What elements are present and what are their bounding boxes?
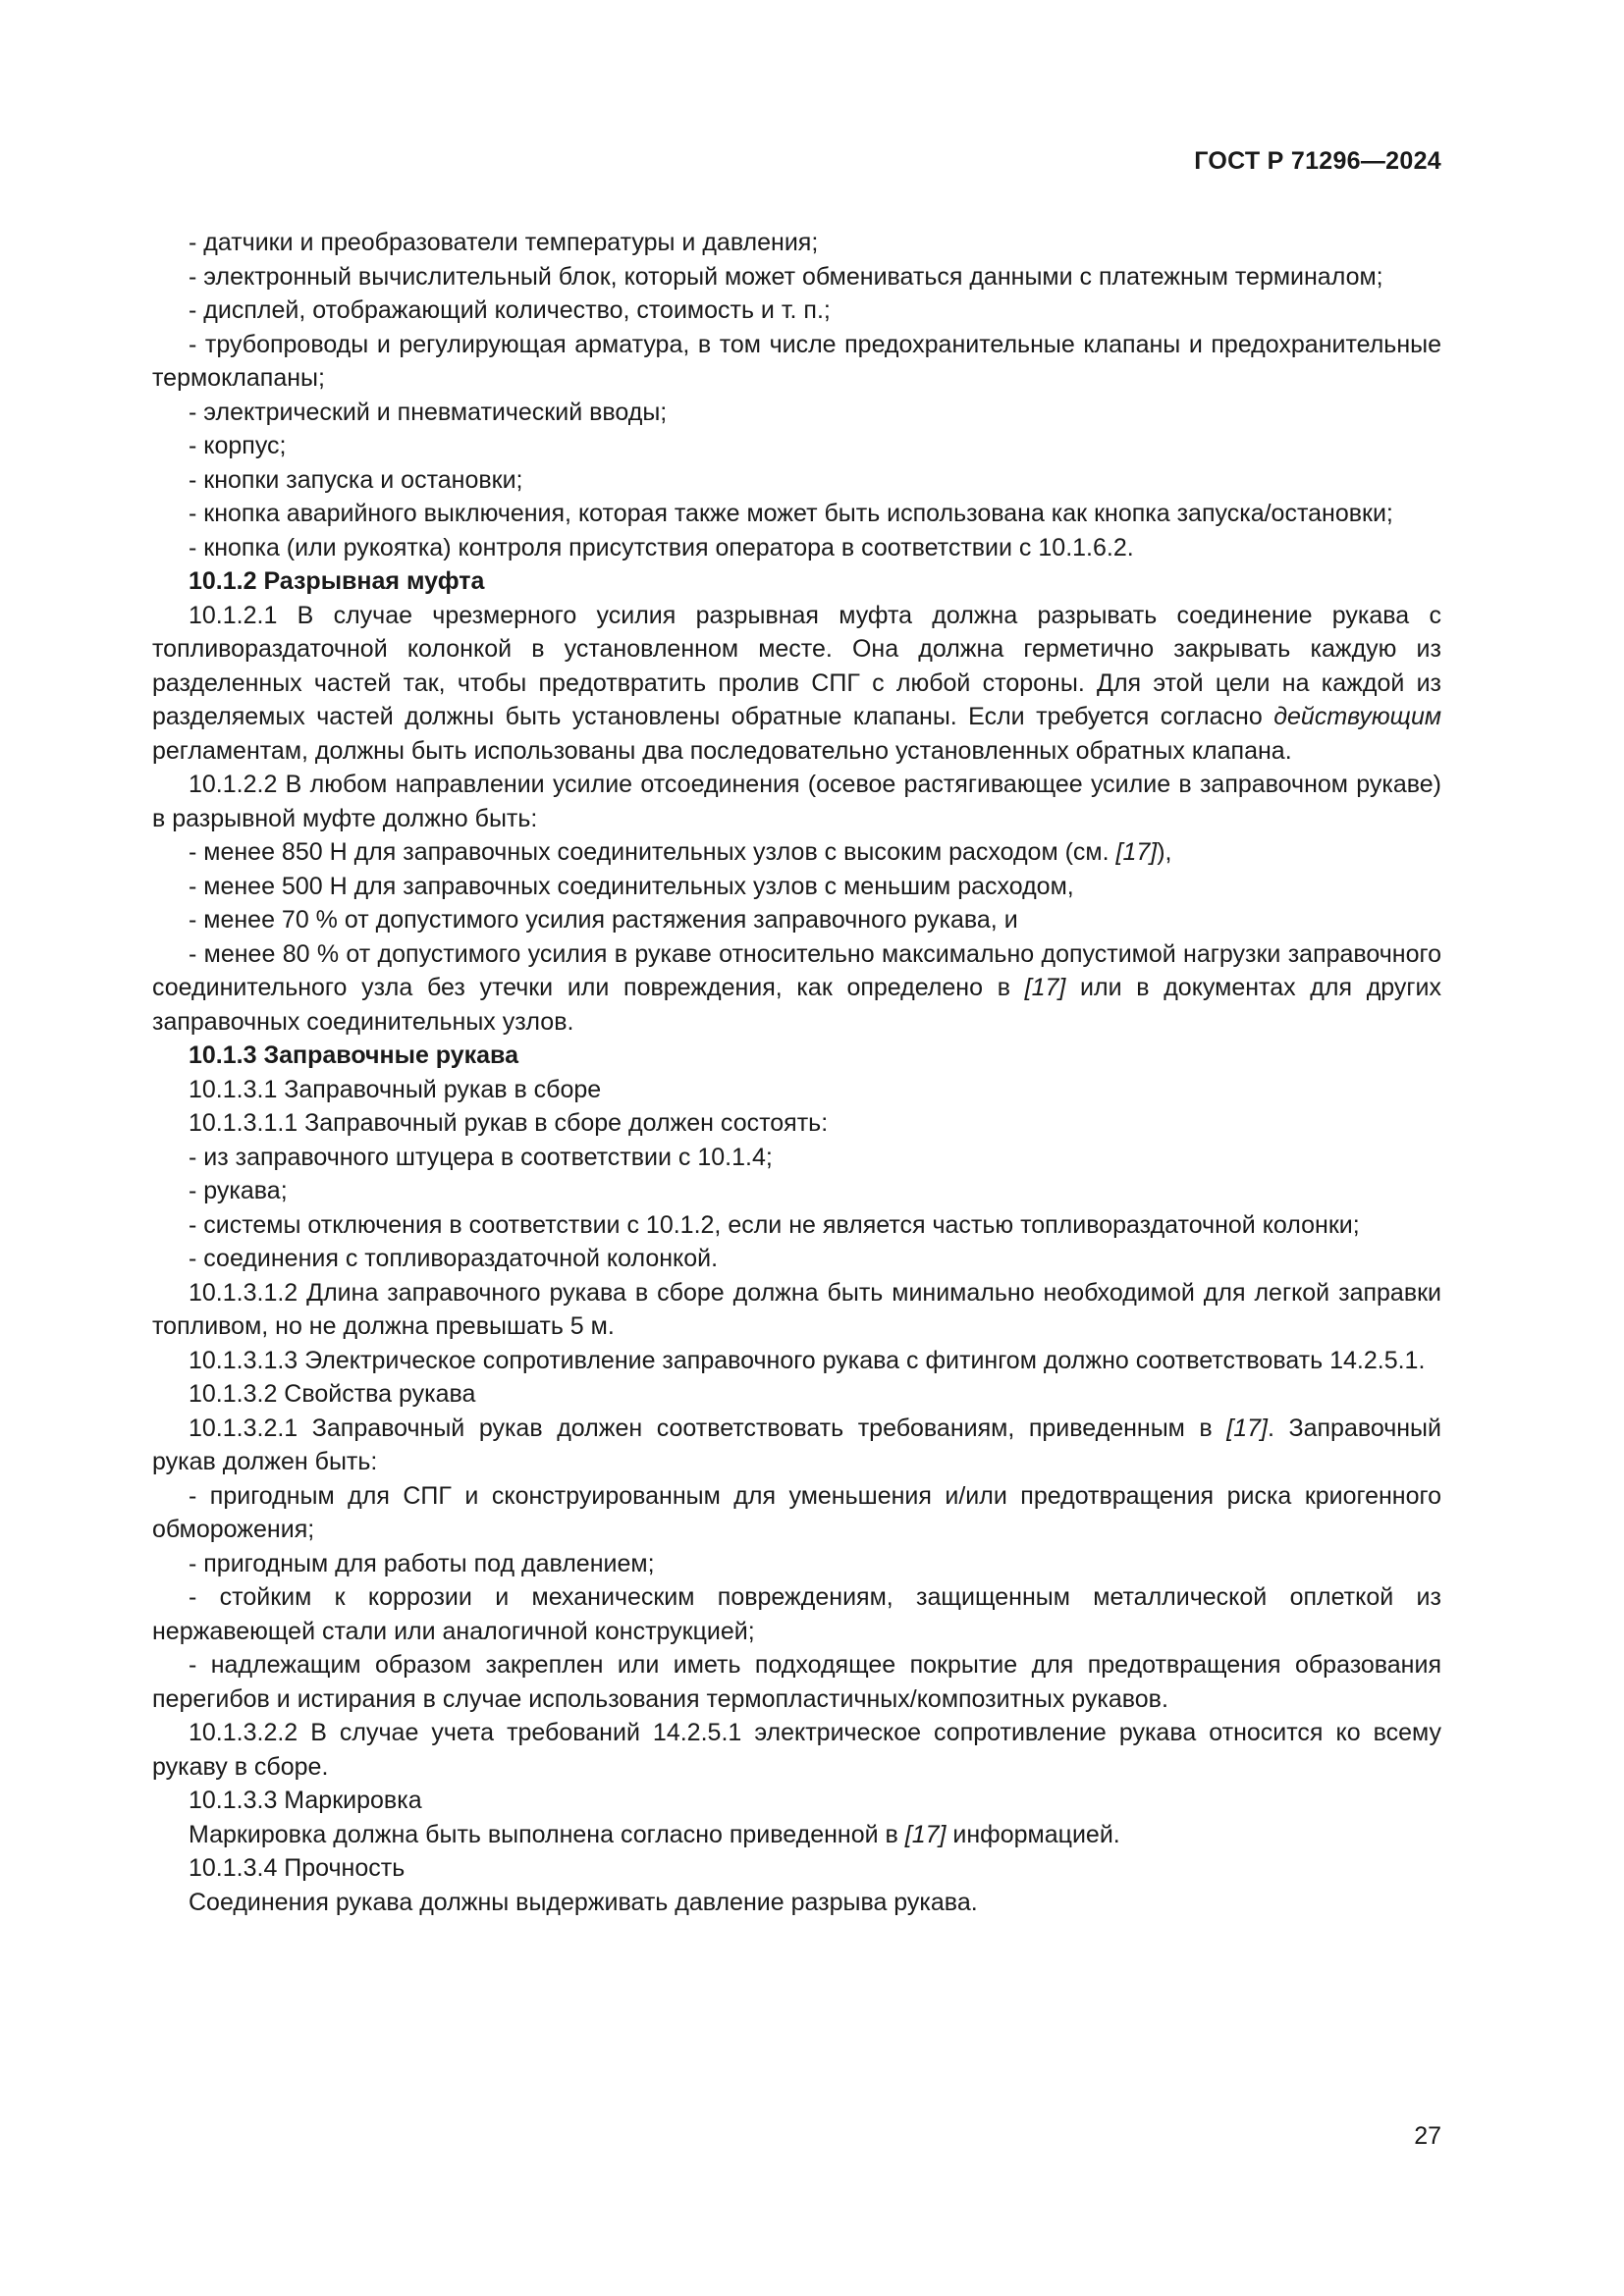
paragraph: [152, 1412, 1441, 1479]
list-item: - трубопроводы и регулирующая арматура, в том числе предохранительные клапаны и предохранительные термоклапаны;: [152, 330, 1441, 392]
list-item: - рукава;: [189, 1177, 288, 1204]
reference-citation: [17]: [1115, 838, 1158, 866]
text-run: 10.1.3.2.1 Заправочный рукав должен соответствовать требованиям, приведенным в: [189, 1414, 1227, 1442]
list-item: - электрический и пневматический вводы;: [189, 398, 668, 426]
list-item: [152, 937, 1441, 1040]
list-item: - менее 500 Н для заправочных соединительных узлов с меньшим расходом,: [189, 872, 1074, 900]
list-item: - менее 70 % от допустимого усилия растяжения заправочного рукава, и: [189, 906, 1018, 934]
reference-citation: [17]: [1226, 1414, 1268, 1442]
section-heading: 10.1.3 Заправочные рукава: [189, 1041, 518, 1069]
list-item: - корпус;: [189, 432, 287, 459]
text-run: или в документах для других заправочных соединительных узлов.: [152, 974, 1441, 1036]
list-item: - стойким к коррозии и механическим повреждениям, защищенным металлической оплеткой из нержавеющей стали или аналогичной конструкцией;: [152, 1583, 1441, 1645]
text-run: ),: [1157, 838, 1172, 866]
list-item: - кнопка аварийного выключения, которая также может быть использована как кнопка запуска/остановки;: [189, 500, 1393, 527]
reference-citation: [17]: [1024, 974, 1066, 1001]
list-item: - пригодным для СПГ и сконструированным для уменьшения и/или предотвращения риска криогенного обморожения;: [152, 1481, 1441, 1543]
paragraph: 10.1.3.2.2 В случае учета требований 14.2.5.1 электрическое сопротивление рукава относится ко всему рукаву в сборе.: [152, 1719, 1441, 1781]
document-code-header: ГОСТ Р 71296—2024: [1194, 147, 1441, 175]
italic-text-run: действующим: [1273, 703, 1441, 730]
text-run: 10.1.2.1 В случае чрезмерного усилия разрывная муфта должна разрывать соединение рукава с топливораздаточной колонкой в установленном месте. Она должна герметично закрывать каждую из разделенных частей так, чтобы предотвратить пролив СПГ с любой стороны. Для этой цели на каждой из разделяемых частей должны быть установлены обратные клапаны. Если требуется согласно: [152, 601, 1441, 730]
paragraph: Соединения рукава должны выдерживать давление разрыва рукава.: [189, 1888, 978, 1916]
text-run: - менее 850 Н для заправочных соединительных узлов с высоким расходом (см.: [189, 838, 1116, 866]
list-item: - кнопка (или рукоятка) контроля присутствия оператора в соответствии с 10.1.6.2.: [189, 533, 1134, 561]
subsection-title: 10.1.3.3 Маркировка: [189, 1787, 422, 1814]
subsection-title: 10.1.3.1 Заправочный рукав в сборе: [189, 1075, 602, 1103]
list-item: [152, 835, 1441, 870]
list-item: - датчики и преобразователи температуры и давления;: [189, 229, 819, 256]
section-heading: 10.1.2 Разрывная муфта: [189, 567, 485, 595]
list-item: - дисплей, отображающий количество, стоимость и т. п.;: [189, 296, 831, 324]
page-number: 27: [1414, 2122, 1441, 2150]
text-run: регламентам, должны быть использованы два последовательно установленных обратных клапана.: [152, 736, 1292, 765]
list-item: - пригодным для работы под давлением;: [189, 1549, 655, 1577]
list-item: - системы отключения в соответствии с 10.1.2, если не является частью топливораздаточной колонки;: [189, 1210, 1360, 1239]
text-run: . Заправочный рукав должен быть:: [152, 1414, 1441, 1475]
paragraph: 10.1.3.1.3 Электрическое сопротивление заправочного рукава с фитингом должно соответствовать 14.2.5.1.: [189, 1346, 1426, 1374]
reference-citation: [17]: [904, 1820, 947, 1848]
paragraph: 10.1.2.2 В любом направлении усилие отсоединения (осевое растягивающее усилие в заправочном рукаве) в разрывной муфте должно быть:: [152, 771, 1441, 832]
text-run: информацией.: [946, 1820, 1120, 1848]
text-run: Маркировка должна быть выполнена согласно приведенной в: [189, 1820, 905, 1848]
paragraph: [152, 599, 1441, 769]
list-item: - электронный вычислительный блок, который может обмениваться данными с платежным терминалом;: [189, 262, 1383, 291]
paragraph: 10.1.3.1.1 Заправочный рукав в сборе должен состоять:: [189, 1109, 829, 1137]
list-item: - надлежащим образом закреплен или иметь подходящее покрытие для предотвращения образования перегибов и истирания в случае использования термопластичных/композитных рукавов.: [152, 1651, 1441, 1713]
paragraph: [152, 1818, 1441, 1852]
list-item: - кнопки запуска и остановки;: [189, 465, 523, 494]
document-body: [152, 226, 1441, 1919]
list-item: - из заправочного штуцера в соответствии с 10.1.4;: [189, 1143, 773, 1171]
subsection-title: 10.1.3.4 Прочность: [189, 1854, 406, 1882]
paragraph: 10.1.3.1.2 Длина заправочного рукава в сборе должна быть минимально необходимой для легкой заправки топливом, но не должна превышать 5 м.: [152, 1278, 1441, 1340]
subsection-title: 10.1.3.2 Свойства рукава: [189, 1380, 476, 1408]
text-run: - менее 80 % от допустимого усилия в рукаве относительно максимально допустимой нагрузки заправочного соединительного узла без утечки или повреждения, как определено в: [152, 939, 1441, 1001]
list-item: - соединения с топливораздаточной колонкой.: [189, 1245, 719, 1272]
